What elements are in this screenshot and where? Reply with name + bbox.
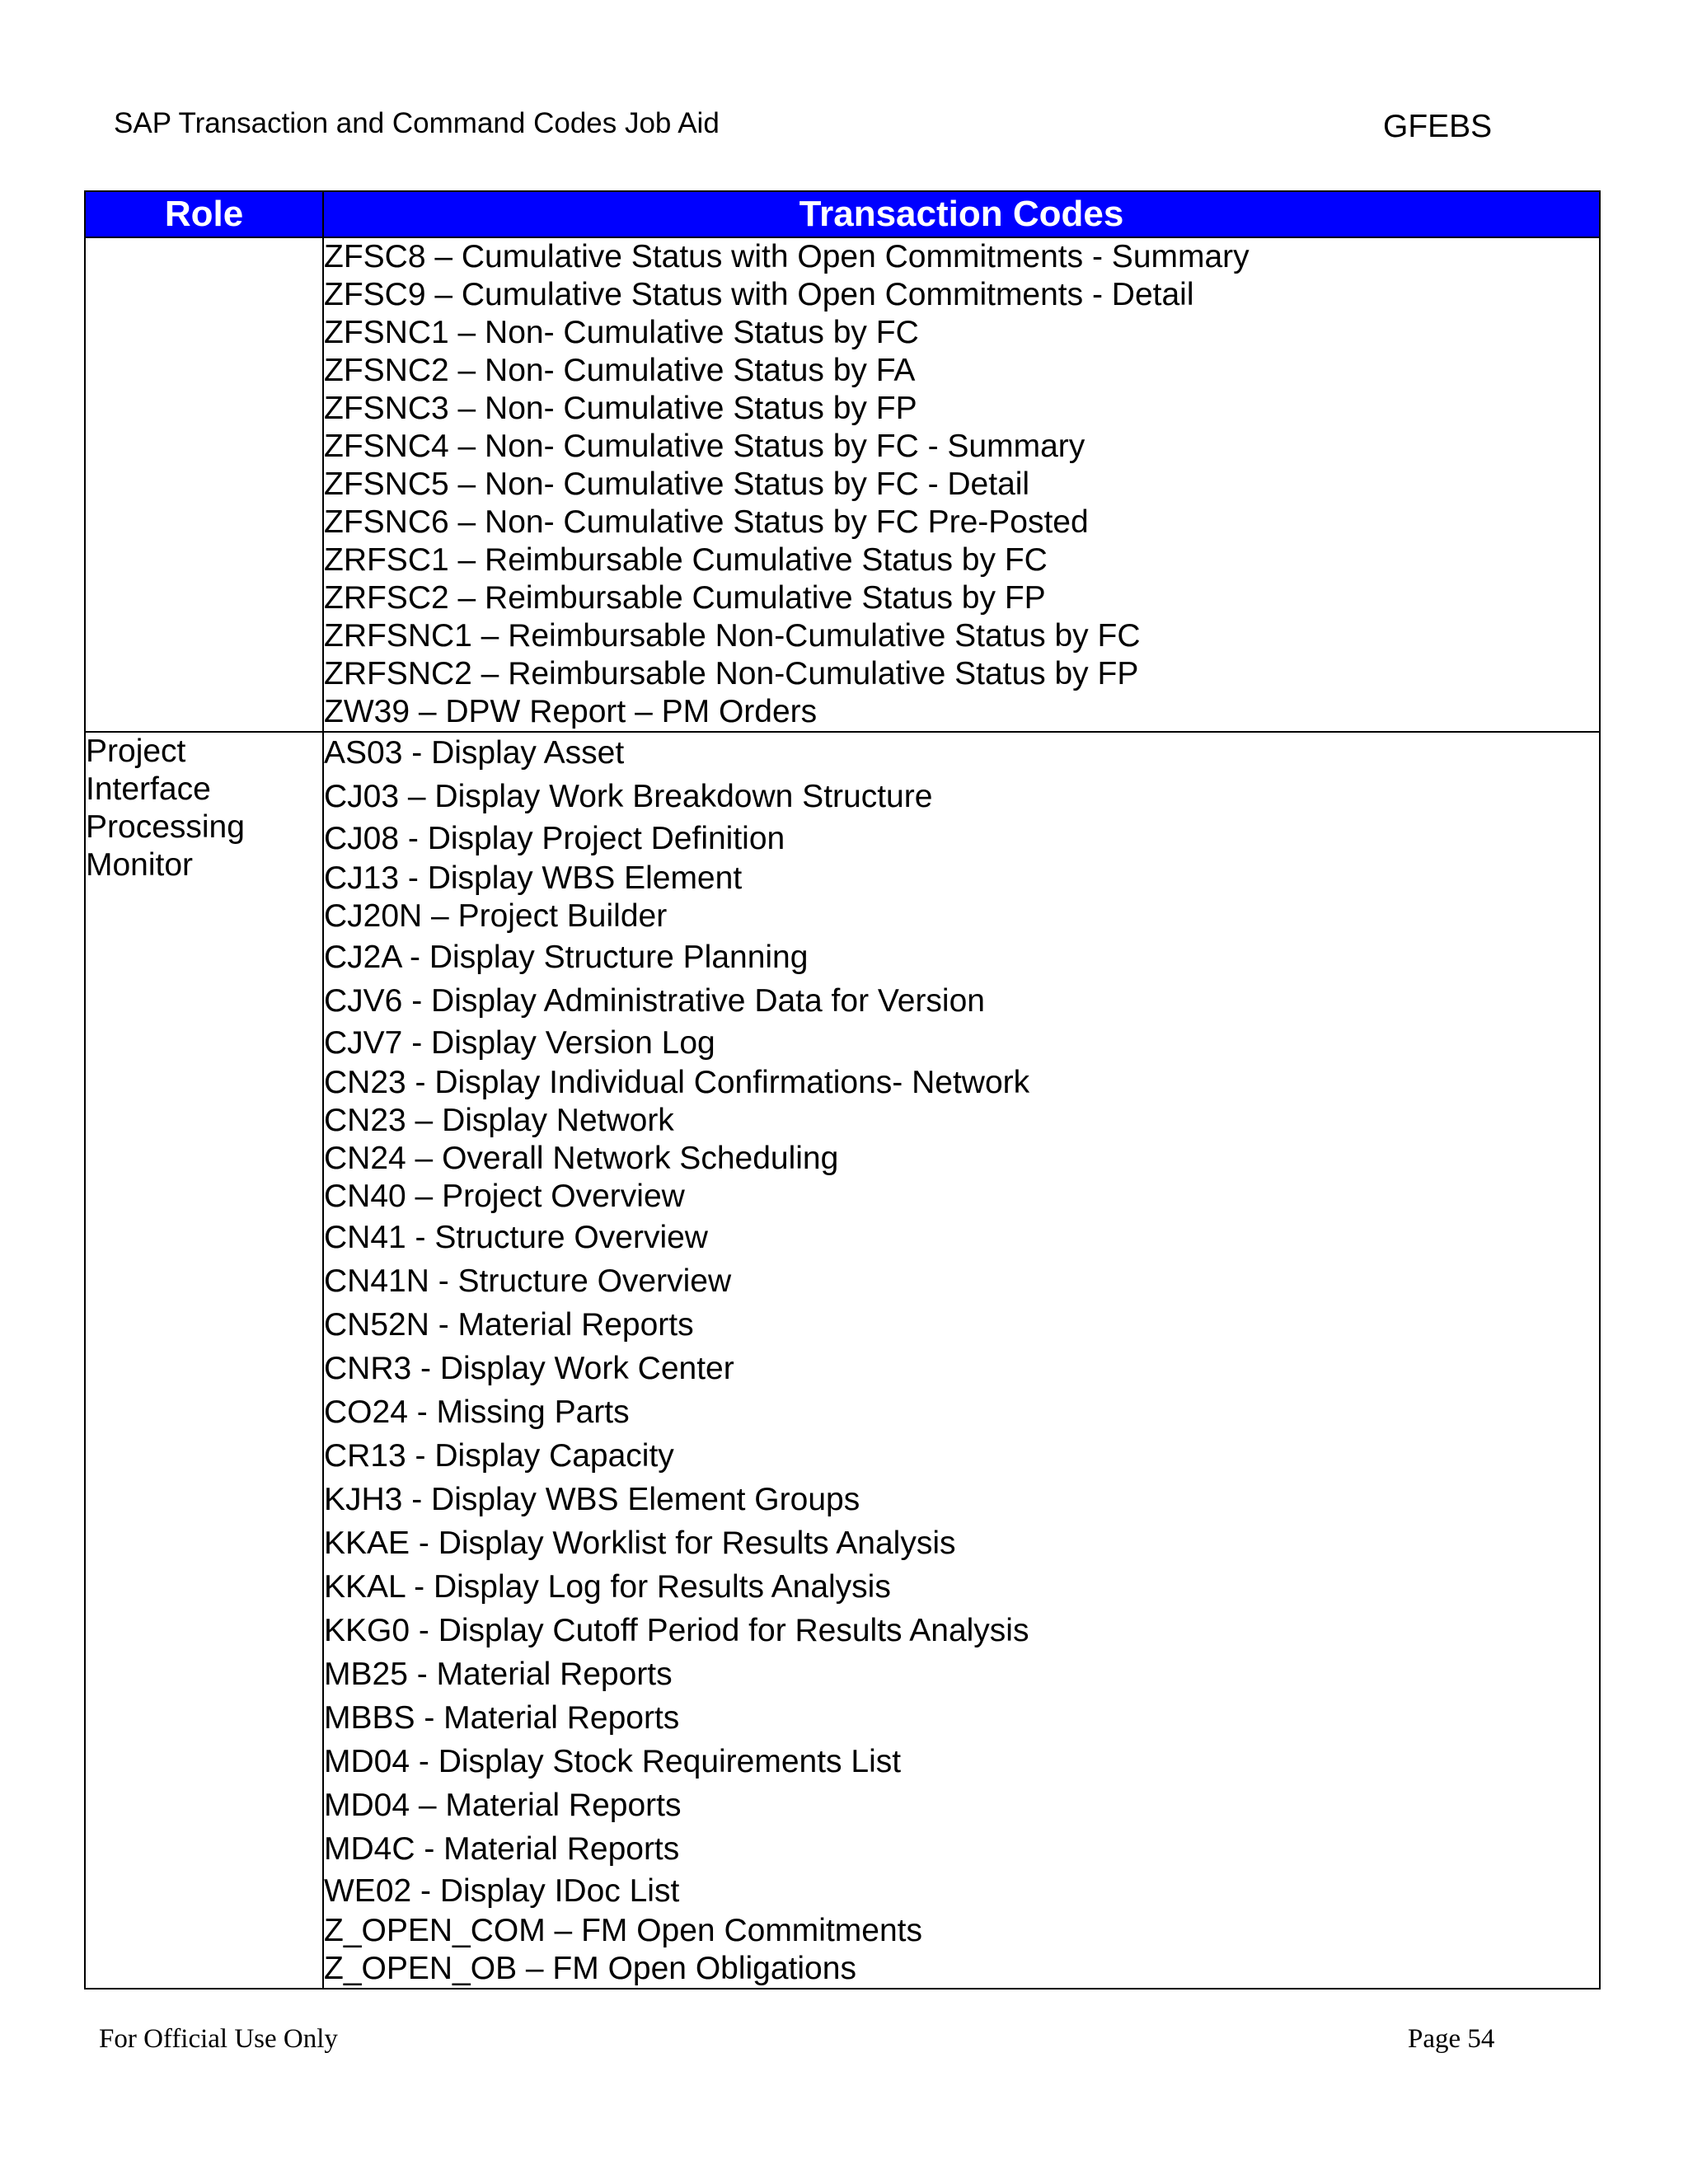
code-line: ZFSNC6 – Non- Cumulative Status by FC Pre-Posted [324,504,1089,540]
footer-page-number: Page 54 [1408,2024,1495,2054]
code-line: CJ03 – Display Work Breakdown Structure [324,779,933,814]
code-line: ZRFSNC1 – Reimbursable Non-Cumulative Status by FC [324,618,1141,654]
code-line: CN23 - Display Individual Confirmations- Network [324,1065,1030,1100]
code-line: CN52N - Material Reports [324,1307,694,1343]
code-line: CJ2A - Display Structure Planning [324,940,809,975]
code-line: ZRFSNC2 – Reimbursable Non-Cumulative Status by FP [324,656,1139,691]
code-line: AS03 - Display Asset [324,735,625,771]
code-line: ZRFSC1 – Reimbursable Cumulative Status by FC [324,542,1048,578]
codes-cell [323,732,1600,1989]
code-line: CJV6 - Display Administrative Data for Version [324,983,985,1019]
code-line: CN41N - Structure Overview [324,1263,732,1299]
role-label: Monitor [86,847,194,883]
code-line: CNR3 - Display Work Center [324,1351,734,1386]
code-line: ZFSNC4 – Non- Cumulative Status by FC - Summary [324,429,1085,464]
system-name: GFEBS [1383,109,1493,144]
code-line: CR13 - Display Capacity [324,1438,674,1474]
code-line: ZFSC9 – Cumulative Status with Open Commitments - Detail [324,277,1194,312]
codes-column-header: Transaction Codes [323,191,1600,237]
code-line: ZFSNC3 – Non- Cumulative Status by FP [324,391,917,426]
code-line: KKAL - Display Log for Results Analysis [324,1569,891,1605]
code-line: WE02 - Display IDoc List [324,1873,680,1909]
footer-classification: For Official Use Only [99,2024,338,2054]
code-line: MD04 – Material Reports [324,1788,682,1823]
code-line: Z_OPEN_COM – FM Open Commitments [324,1913,922,1948]
code-line: CJ13 - Display WBS Element [324,860,743,896]
code-line: KKAE - Display Worklist for Results Analysis [324,1526,956,1561]
code-line: CJ08 - Display Project Definition [324,821,785,856]
code-line: Z_OPEN_OB – FM Open Obligations [324,1951,856,1986]
code-line: MB25 - Material Reports [324,1657,673,1692]
code-line: KKG0 - Display Cutoff Period for Results Analysis [324,1613,1029,1648]
document-title: SAP Transaction and Command Codes Job Aid [114,107,720,139]
code-line: CN24 – Overall Network Scheduling [324,1141,839,1176]
role-cell [85,732,323,1989]
role-label: Interface [86,771,211,807]
role-label: Project [86,733,186,769]
code-line: ZFSNC5 – Non- Cumulative Status by FC - Detail [324,466,1030,502]
code-line: ZRFSC2 – Reimbursable Cumulative Status by FP [324,580,1046,616]
code-line: MBBS - Material Reports [324,1700,680,1736]
code-line: MD4C - Material Reports [324,1831,680,1867]
role-column-header: Role [85,191,323,237]
table-row [85,237,1600,732]
code-line: ZFSNC2 – Non- Cumulative Status by FA [324,353,916,388]
role-label: Processing [86,809,245,845]
role-cell [85,237,323,732]
codes-cell [323,237,1600,732]
code-line: ZFSC8 – Cumulative Status with Open Commitments - Summary [324,239,1250,274]
transaction-codes-table [84,190,1601,1990]
code-line: CO24 - Missing Parts [324,1394,630,1430]
code-line: KJH3 - Display WBS Element Groups [324,1482,860,1517]
table-row [85,732,1600,1989]
code-line: CJV7 - Display Version Log [324,1025,715,1061]
code-line: CN40 – Project Overview [324,1179,685,1214]
code-line: ZFSNC1 – Non- Cumulative Status by FC [324,315,919,350]
code-line: CN23 – Display Network [324,1103,674,1138]
code-line: CJ20N – Project Builder [324,898,668,934]
table-header-row [85,191,1600,237]
code-line: ZW39 – DPW Report – PM Orders [324,694,818,729]
code-line: CN41 - Structure Overview [324,1220,708,1255]
code-line: MD04 - Display Stock Requirements List [324,1744,902,1779]
